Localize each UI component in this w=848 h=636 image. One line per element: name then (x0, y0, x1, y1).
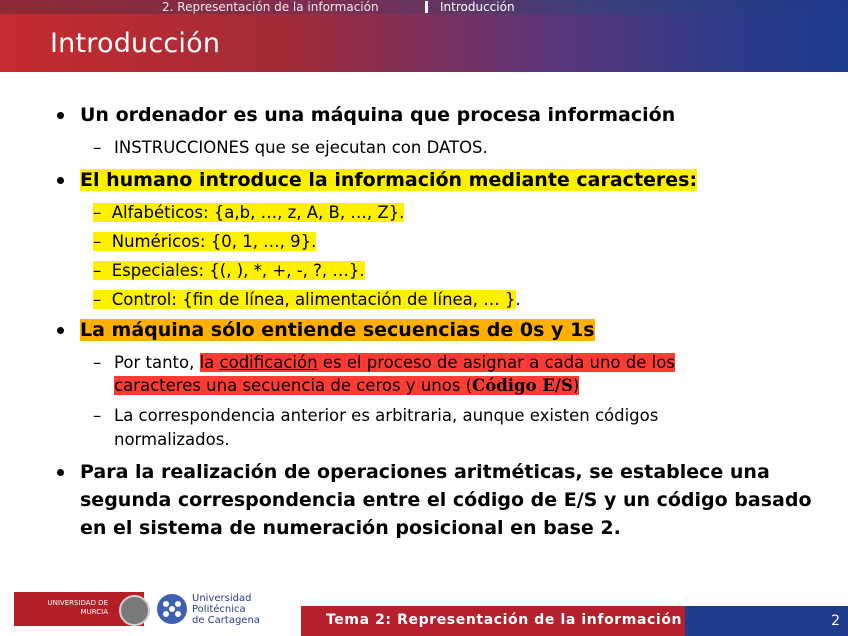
bullet-1: Un ordenador es una máquina que procesa información (80, 104, 676, 126)
bullet-dot (57, 112, 64, 119)
nav-separator (425, 1, 428, 13)
upct-emblem-icon (156, 593, 188, 625)
sub-bullet-dash: – (93, 406, 102, 425)
sub-bullet-dash: – (93, 353, 102, 372)
top-navigation-bar (0, 0, 848, 14)
bullet-2-sub-4: – Control: {fin de línea, alimentación de línea, … }. (93, 290, 521, 309)
slide-title-bar (0, 14, 848, 72)
codificacion-term: codificación (219, 353, 318, 372)
bullet-dot (57, 177, 64, 184)
bullet-3 (80, 319, 595, 341)
upct-logo (156, 592, 276, 626)
um-logo-text: UNIVERSIDAD DE MURCIA (47, 599, 108, 616)
bullet-2-sub-3: – Especiales: {(, ), *, +, -, ?, …}. (93, 261, 365, 280)
bullet-3-sub-2-line-2: normalizados. (114, 430, 230, 449)
bullet-4-line-1: Para la realización de operaciones aritméticas, se establece una (80, 461, 770, 483)
slide-title: Introducción (50, 28, 221, 59)
footer-title-panel (301, 606, 685, 636)
footer-title: Tema 2: Representación de la información (326, 612, 683, 628)
nav-section-link[interactable]: 2. Representación de la información (162, 0, 379, 14)
bullet-2-sub-2: – Numéricos: {0, 1, …, 9}. (93, 232, 317, 251)
universidad-murcia-logo (14, 592, 144, 626)
footer-bar (301, 606, 848, 636)
nav-current-link[interactable]: Introducción (440, 0, 515, 14)
bullet-1-sub-1: INSTRUCCIONES que se ejecutan con DATOS. (114, 138, 488, 157)
sub-bullet-dash: – (93, 138, 102, 157)
bullet-3-sub-2-line-1: La correspondencia anterior es arbitraria, aunque existen códigos (114, 406, 659, 425)
bullet-4-line-2: segunda correspondencia entre el código de E/S y un código basado (80, 489, 812, 511)
bullet-4-line-3: en el sistema de numeración posicional en base 2. (80, 517, 621, 539)
bullet-3-sub-1-line-1: Por tanto, la codificación es el proceso de asignar a cada uno de los (114, 353, 675, 372)
upct-logo-text: Universidad Politécnica de Cartagena (192, 593, 260, 626)
page-number: 2 (831, 613, 840, 629)
bullet-2-text: El humano introduce la información mediante caracteres: (80, 169, 698, 191)
bullet-dot (57, 469, 64, 476)
um-seal-icon (119, 595, 150, 626)
codigo-es-term: Código E/S (472, 376, 573, 395)
bullet-2 (80, 169, 697, 191)
bullet-2-sub-1: – Alfabéticos: {a,b, …, z, A, B, …, Z}. (93, 203, 405, 222)
bullet-3-text: La máquina sólo entiende secuencias de 0s y 1s (80, 319, 595, 341)
bullet-3-sub-1-line-2: caracteres una secuencia de ceros y unos (Código E/S) (114, 376, 580, 395)
bullet-dot (57, 327, 64, 334)
